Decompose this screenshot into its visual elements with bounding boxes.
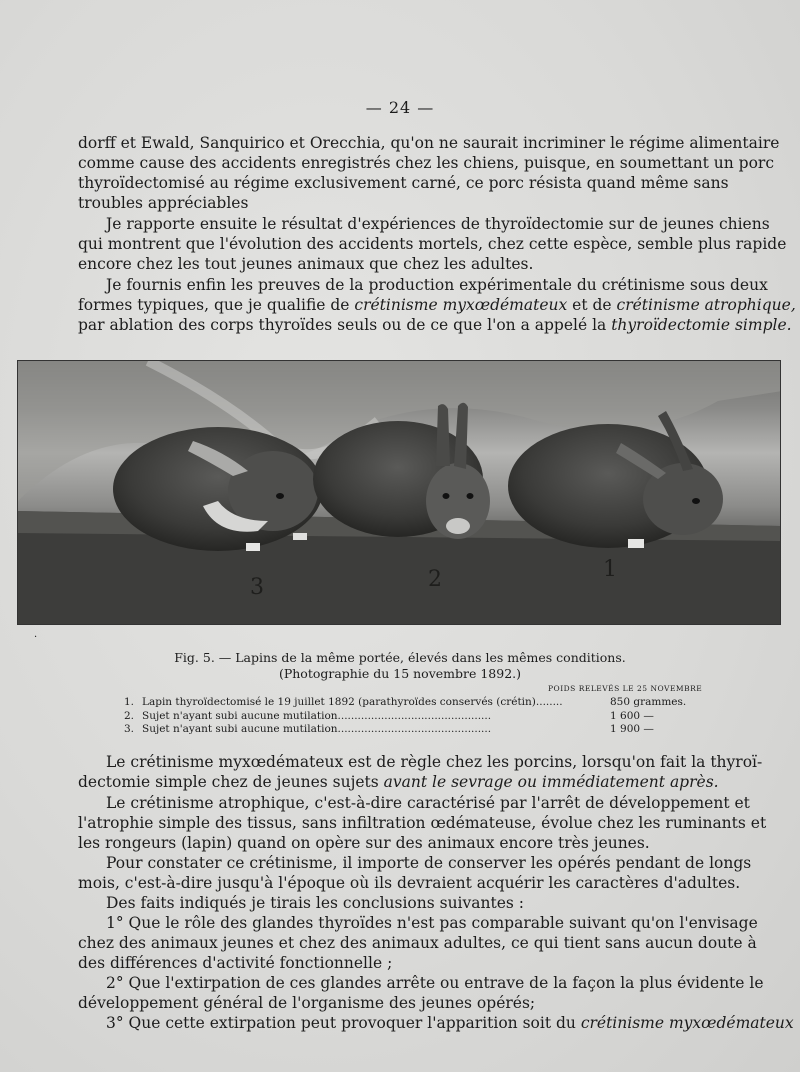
figure-caption: Fig. 5. — Lapins de la même portée, élevés dans les mêmes conditions.	[174, 650, 626, 665]
italic-term: crétinisme myxœdémateux	[580, 1014, 794, 1032]
rabbit-1	[508, 411, 723, 548]
text-line: Je rapporte ensuite le résultat d'expériences de thyroïdectomie sur de jeunes chiens	[106, 215, 770, 233]
text-line: Je fournis enfin les preuves de la production expérimentale du crétinisme sous deux	[106, 276, 768, 294]
paragraph-10	[78, 1013, 794, 1033]
text-line: troubles appréciables	[78, 194, 249, 212]
text-line: développement général de l'organisme des jeunes opérés;	[78, 994, 536, 1012]
rabbits-photograph	[17, 360, 781, 625]
page-number: — 24 —	[365, 98, 435, 117]
text-line: formes typiques, que je qualifie de crétinisme myxœdémateux et de crétinisme atrophique,	[78, 296, 796, 314]
text-line: encore chez les tout jeunes animaux que chez les adultes.	[78, 255, 534, 273]
text-line: thyroïdectomisé au régime exclusivement carné, ce porc résista quand même sans	[78, 174, 729, 192]
paragraph-3	[78, 275, 796, 335]
weight-row: 3. Sujet n'ayant subi aucune mutilation.............................................. 1 900 —	[123, 723, 654, 735]
paragraph-7	[78, 893, 726, 913]
text-line: Des faits indiqués je tirais les conclusions suivantes :	[106, 894, 525, 912]
text-line: dorff et Ewald, Sanquirico et Orecchia, qu'on ne saurait incriminer le régime alimentaire	[78, 134, 780, 152]
italic-term: crétinisme atrophique,	[616, 296, 796, 314]
rabbit-3	[113, 427, 323, 551]
paragraph-8	[78, 913, 758, 973]
scan-mark: ·	[34, 632, 38, 643]
rabbit-label-2: 2	[428, 567, 442, 592]
text-line: Le crétinisme myxœdémateux est de règle chez les porcins, lorsqu'on fait la thyroï-	[106, 753, 763, 771]
text-line: chez des animaux jeunes et chez des animaux adultes, ce qui tient sans aucun doute à	[78, 934, 757, 952]
italic-term: crétinisme myxœdémateux	[354, 296, 568, 314]
text-line: dectomie simple chez de jeunes sujets avant le sevrage ou immédiatement après.	[78, 773, 719, 791]
weight-row: 1. Lapin thyroïdectomisé le 19 juillet 1892 (parathyroïdes conservés (crétin)........ 850 grammes.	[123, 696, 687, 708]
text-line: qui montrent que l'évolution des accidents mortels, chez cette espèce, semble plus rapide	[78, 235, 787, 253]
paragraph-5	[78, 793, 767, 853]
paragraph-4	[78, 752, 763, 792]
rabbit-label-3: 3	[250, 575, 264, 600]
text-line: des différences d'activité fonctionnelle ;	[78, 954, 393, 972]
weight-row: 2. Sujet n'ayant subi aucune mutilation.............................................. 1 600 —	[123, 710, 654, 722]
rabbits-illustration	[18, 361, 781, 625]
italic-term: avant le sevrage ou immédiatement après.	[383, 773, 719, 791]
paragraph-9	[78, 973, 764, 1013]
paragraph-6	[78, 853, 752, 893]
text-line: 1° Que le rôle des glandes thyroïdes n'est pas comparable suivant qu'on l'envisage	[106, 914, 758, 932]
weights-header: POIDS RELEVÉS LE 25 NOVEMBRE	[548, 684, 703, 693]
text-line: 2° Que l'extirpation de ces glandes arrête ou entrave de la façon la plus évidente le	[106, 974, 764, 992]
text-line: comme cause des accidents enregistrés chez les chiens, puisque, en soumettant un porc	[78, 154, 775, 172]
text-line: mois, c'est-à-dire jusqu'à l'époque où ils devraient acquérir les caractères d'adultes.	[78, 874, 741, 892]
text-line: les rongeurs (lapin) quand on opère sur des animaux encore très jeunes.	[78, 834, 650, 852]
paragraph-1	[78, 133, 780, 213]
text-line: Le crétinisme atrophique, c'est-à-dire caractérisé par l'arrêt de développement et	[106, 794, 750, 812]
paragraph-2	[78, 214, 787, 274]
text-line: l'atrophie simple des tissus, sans infiltration œdémateuse, évolue chez les ruminants et	[78, 814, 767, 832]
rabbit-label-1: 1	[603, 557, 617, 582]
text-line: 3° Que cette extirpation peut provoquer l'apparition soit du crétinisme myxœdémateux	[106, 1014, 794, 1032]
text-line: par ablation des corps thyroïdes seuls ou de ce que l'on a appelé la thyroïdectomie simple.	[78, 316, 792, 334]
figure-caption-date: (Photographie du 15 novembre 1892.)	[278, 666, 522, 681]
text-line: Pour constater ce crétinisme, il importe de conserver les opérés pendant de longs	[106, 854, 752, 872]
italic-term: thyroïdectomie simple.	[611, 316, 792, 334]
